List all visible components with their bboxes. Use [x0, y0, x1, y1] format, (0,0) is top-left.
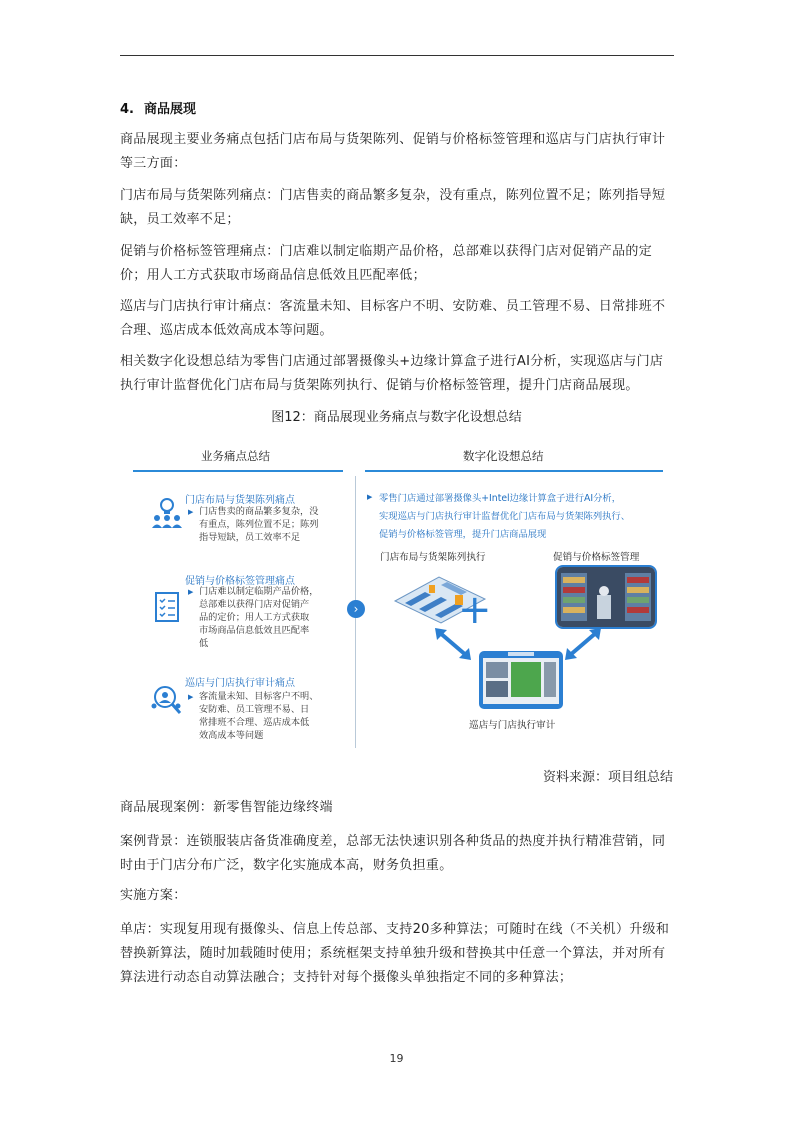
right-title-rule: [365, 470, 663, 472]
double-arrow-icon: [563, 628, 603, 660]
left-title-rule: [133, 470, 343, 472]
page-number: 19: [389, 1052, 404, 1065]
paragraph: 促销与价格标签管理痛点：门店难以制定临期产品价格，总部难以获得门店对促销产品的定价；用人工方式获取市场商品信息低效且匹配率低；: [120, 244, 653, 283]
pain-title: 促销与价格标签管理痛点: [185, 576, 295, 587]
chevron-right-icon: ›: [347, 600, 365, 618]
image-label-layout: 门店布局与货架陈列执行: [380, 552, 486, 563]
left-column-title: 业务痛点总结: [201, 449, 270, 463]
image-label-audit: 巡店与门店执行审计: [469, 720, 556, 731]
pain-title: 门店布局与货架陈列痛点: [185, 495, 295, 506]
paragraph: 案例背景：连锁服装店备货准确度差，总部无法快速识别各种货品的热度并执行精准营销，同时由于门店分布广泛，数字化实施成本高，财务负担重。: [120, 834, 666, 873]
image-label-promo: 促销与价格标签管理: [553, 552, 640, 563]
paragraph: 商品展现案例：新零售智能边缘终端: [120, 800, 333, 815]
figure-source: 资料来源：项目组总结: [542, 770, 673, 785]
people-bulb-icon: [150, 496, 184, 530]
paragraph: 巡店与门店执行审计痛点：客流量未知、目标客户不明、安防难、员工管理不易、日常排班不合理、巡店成本低效高成本等问题。: [120, 299, 666, 338]
right-summary: 零售门店通过部署摄像头+Intel边缘计算盒子进行AI分析， 实现巡店与门店执行审计监督优化门店布局与货架陈列执行、 促销与价格标签管理，提升门店商品展现: [379, 493, 631, 540]
store-shelf-image: [555, 565, 657, 629]
paragraph: 相关数字化设想总结为零售门店通过部署摄像头+边缘计算盒子进行AI分析，实现巡店与门店执行审计监督优化门店布局与货架陈列执行、促销与价格标签管理，提升门店商品展现。: [120, 354, 664, 393]
paragraph: 商品展现主要业务痛点包括门店布局与货架陈列、促销与价格标签管理和巡店与门店执行审计等三方面：: [120, 132, 666, 171]
figure: 业务痛点总结 数字化设想总结 门店布局与货架陈列痛点 ▶ 门店售卖的商品繁多复杂，没 有重点，陈列位置不足；陈列 指导短缺，员工效率不足 促销与价格标签管理痛点 ▶ 门店难以制定临期产品价格， 总部难以获得门店对促销产 品的定价；用人工方式获取 市场商品信息低效且匹配率 低 巡店与门店执行审计痛点 ▶ 客流量未知、目标客户不明、 安防难、员工管理不易、日 常排班不合理、巡店成本低 效高成本等问题 › ▶ 零售门店通过部署摄像头+Intel边缘计算盒子进行AI分析， 实现巡店与门店执行审计监督优化门店布局与货架陈列执行、 促销与价格标签管理，提升门店商品展现 门店布局与货架陈列执行 促销与价格标签管理 + 巡店与门店执行审计: [133, 438, 663, 753]
right-column-title: 数字化设想总结: [463, 449, 544, 463]
section-heading: 4. 商品展现: [120, 102, 196, 117]
checklist-icon: [150, 590, 184, 624]
figure-caption: 图12：商品展现业务痛点与数字化设想总结: [271, 410, 522, 425]
paragraph: 单店：实现复用现有摄像头、信息上传总部、支持20多种算法；可随时在线（不关机）升级和替换新算法，随时加载随时使用；系统框架支持单独升级和替换其中任意一个算法，并对所有算法进行动态自动算法融合；支持针对每个摄像头单独指定不同的多种算法；: [120, 922, 670, 985]
audit-monitor-image: [478, 650, 564, 710]
pain-body: 门店售卖的商品繁多复杂，没 有重点，陈列位置不足；陈列 指导短缺，员工效率不足: [199, 506, 319, 543]
double-arrow-icon: [433, 628, 473, 660]
pain-body: 门店难以制定临期产品价格， 总部难以获得门店对促销产 品的定价；用人工方式获取 市场商品信息低效且匹配率 低: [199, 586, 319, 649]
paragraph: 门店布局与货架陈列痛点：门店售卖的商品繁多复杂，没有重点，陈列位置不足；陈列指导短缺，员工效率不足；: [120, 188, 666, 227]
paragraph: 实施方案：: [120, 888, 187, 903]
pain-body: 客流量未知、目标客户不明、 安防难、员工管理不易、日 常排班不合理、巡店成本低 效高成本等问题: [199, 691, 319, 741]
plus-icon: +: [458, 587, 492, 633]
pain-title: 巡店与门店执行审计痛点: [185, 678, 295, 689]
header-rule: [120, 55, 674, 56]
magnifier-people-icon: [150, 684, 184, 718]
